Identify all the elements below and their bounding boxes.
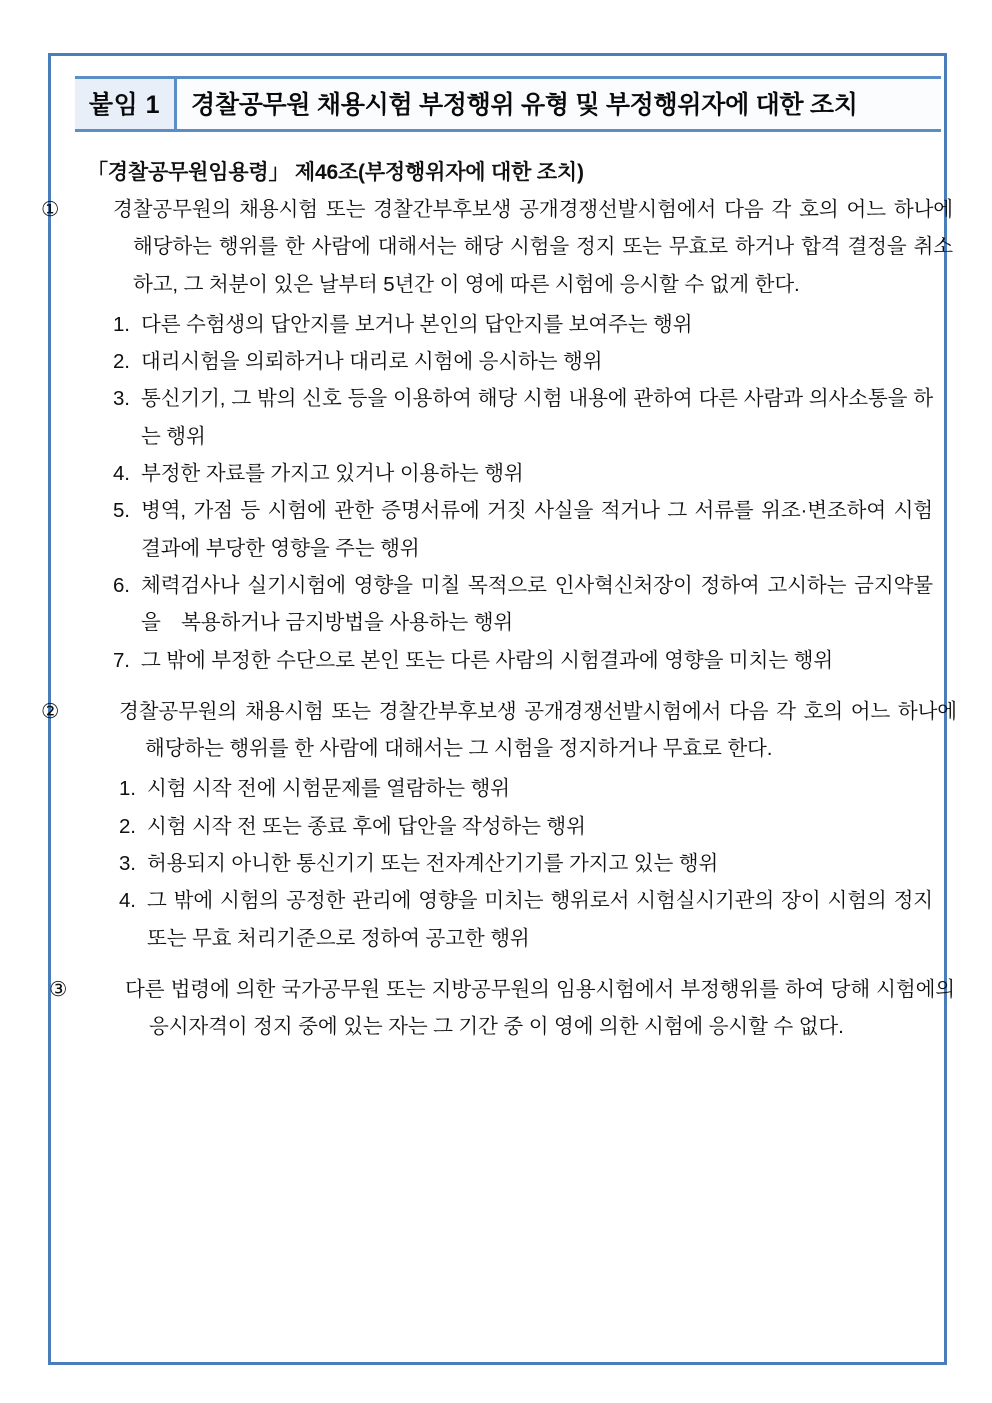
list-item (119, 882, 954, 957)
list-item-text: 시험 시작 전에 시험문제를 열람하는 행위 (147, 777, 510, 801)
list-item (113, 455, 933, 492)
list-item-text: 대리시험을 의뢰하거나 대리로 시험에 응시하는 행위 (141, 350, 603, 374)
document-page (41, 53, 957, 1365)
list-item (113, 642, 933, 679)
clause-1-items (113, 306, 954, 679)
clause-2-items (119, 770, 954, 956)
list-item-text: 시험 시작 전 또는 종료 후에 답안을 작성하는 행위 (147, 814, 586, 838)
list-item (113, 567, 933, 642)
clause-marker-1: ① (41, 198, 60, 221)
list-item (119, 808, 933, 845)
list-item-text: 병역, 가점 등 시험에 관한 증명서류에 거짓 사실을 적거나 그 서류를 위조·변조하여 시험 결과에 부당한 영향을 주는 행위 (141, 499, 954, 560)
page-inner (41, 56, 957, 1362)
list-item-number: 4. (113, 462, 130, 486)
list-item-number: 1. (119, 777, 136, 801)
clause-paragraph-1 (41, 191, 953, 303)
clause-text-3: 다른 법령에 의한 국가공무원 또는 지방공무원의 임용시험에서 부정행위를 하여 당해 시험에의 응시자격이 정지 중에 있는 자는 그 기간 중 이 영에 의한 시험에 응시할 수 없다. (125, 977, 955, 1039)
list-item-text: 통신기기, 그 밖의 신호 등을 이용하여 해당 시험 내용에 관하여 다른 사람과 의사소통을 하는 행위 (141, 387, 933, 448)
list-item (113, 380, 933, 455)
list-item-number: 5. (113, 499, 130, 523)
clause-text-1: 경찰공무원의 채용시험 또는 경찰간부후보생 공개경쟁선발시험에서 다음 각 호의 어느 하나에 해당하는 행위를 한 사람에 대해서는 해당 시험을 정지 또는 무효로 하거나 합격 결정을 취소하고, 그 처분이 있은 날부터 5년간 이 영에 따른 시험에 응시할 수 없게 한다. (113, 198, 953, 296)
list-item-number: 2. (119, 814, 136, 838)
attachment-title: 경찰공무원 채용시험 부정행위 유형 및 부정행위자에 대한 조치 (177, 79, 941, 129)
list-item (119, 770, 933, 807)
list-item (113, 492, 954, 567)
list-item-number: 3. (113, 387, 130, 411)
clause-marker-3: ③ (49, 977, 68, 1001)
list-item-text: 부정한 자료를 가지고 있거나 이용하는 행위 (141, 462, 524, 486)
list-item-text: 체력검사나 실기시험에 영향을 미칠 목적으로 인사혁신처장이 정하여 고시하는 금지약물을 복용하거나 금지방법을 사용하는 행위 (141, 573, 933, 635)
law-heading: 「경찰공무원임용령」 제46조(부정행위자에 대한 조치) (87, 161, 584, 184)
list-item (113, 306, 933, 343)
clause-marker-2: ② (41, 699, 60, 723)
list-item-text: 허용되지 아니한 통신기기 또는 전자계산기기를 가지고 있는 행위 (147, 852, 719, 876)
list-item-number: 1. (113, 312, 130, 336)
clause-paragraph-3 (49, 971, 955, 1046)
list-item-number: 7. (113, 648, 130, 672)
list-item-text: 그 밖에 부정한 수단으로 본인 또는 다른 사람의 시험결과에 영향을 미치는 행위 (141, 648, 834, 672)
list-item-number: 2. (113, 350, 130, 374)
list-item-text: 다른 수험생의 답안지를 보거나 본인의 답안지를 보여주는 행위 (141, 312, 693, 336)
attachment-label: 붙임 1 (75, 79, 174, 129)
list-item (113, 343, 933, 380)
clause-text-2: 경찰공무원의 채용시험 또는 경찰간부후보생 공개경쟁선발시험에서 다음 각 호의 어느 하나에 해당하는 행위를 한 사람에 대해서는 그 시험을 정지하거나 무효로 한다. (119, 699, 957, 761)
list-item-number: 4. (119, 889, 136, 913)
document-body (41, 161, 957, 1046)
attachment-header (75, 76, 941, 132)
list-item (119, 845, 933, 882)
list-item-text: 그 밖에 시험의 공정한 관리에 영향을 미치는 행위로서 시험실시기관의 장이 시험의 정지 또는 무효 처리기준으로 정하여 공고한 행위 (147, 889, 954, 950)
clause-paragraph-2 (41, 693, 957, 768)
list-item-number: 6. (113, 573, 130, 597)
list-item-number: 3. (119, 852, 136, 876)
